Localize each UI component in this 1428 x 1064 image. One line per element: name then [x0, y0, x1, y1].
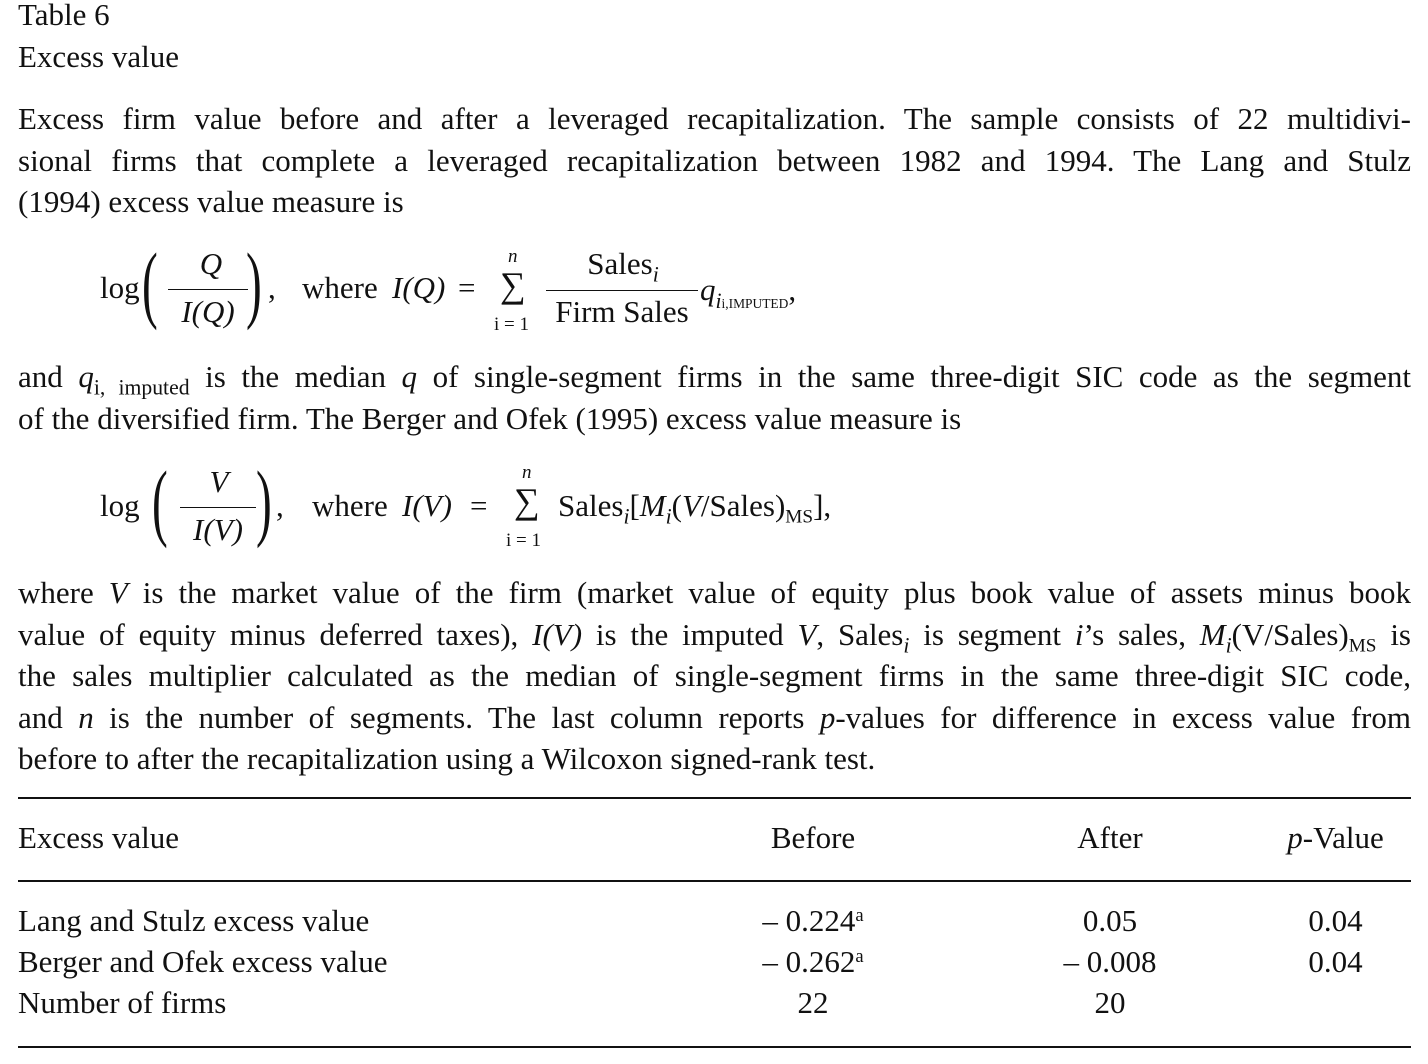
eq-equals: =	[470, 488, 488, 523]
eq-fraction-bar	[168, 289, 248, 290]
table-top-rule	[18, 797, 1411, 799]
eq-where: where	[302, 270, 378, 305]
caption-line: and $q_{i, imputed}$ is the median q of single-segment firms in the same three-digit SIC code as the segment	[18, 359, 1412, 400]
eq-trail: ,	[788, 272, 797, 307]
eq-sum-upper: n	[508, 246, 518, 267]
eq-fraction-bar-2	[546, 290, 698, 291]
caption-paragraph-2	[18, 356, 1411, 439]
row-label: Lang and Stulz excess value	[18, 903, 370, 938]
col-header-excess-value: Excess value	[18, 820, 179, 855]
cell-after: 0.05	[1082, 903, 1138, 938]
eq-sigma: ∑	[500, 265, 526, 305]
eq-frac-num-sub: i	[652, 262, 659, 287]
caption-line: the sales multiplier calculated as the median of single-segment firms in the same three-digit SIC code,	[18, 658, 1411, 693]
eq-body: $Sales_i[M_i(V/Sales)_{MS}]$,	[558, 488, 832, 529]
caption-line: value of equity minus deferred taxes), I(V) is the imputed V, Sales$_i$ is segment i’s sales, $M_i(V/Sales)_{MS}$ is	[18, 616, 1411, 658]
eq-right-paren: )	[256, 453, 272, 549]
eq-fraction-bar	[180, 507, 256, 508]
cell-before: – 0.224$^a$	[762, 903, 864, 938]
caption-line: sional firms that complete a leveraged recapitalization between 1982 and 1994. The Lang and Stulz	[18, 142, 1411, 178]
eq-numerator: Q	[199, 246, 223, 281]
eq-sum-upper: n	[522, 462, 532, 483]
eq-lhs: I(V)	[402, 488, 452, 523]
eq-denominator: I(V)	[193, 512, 243, 547]
table-number: Table 6	[18, 0, 110, 32]
eq-frac-den: Firm Sales	[555, 294, 689, 329]
cell-p-value: 0.04	[1308, 903, 1363, 938]
eq-sum-lower: i = 1	[494, 314, 529, 335]
table-title: Excess value	[18, 39, 179, 74]
eq-numerator: V	[209, 464, 229, 499]
eq-frac-num: Sales	[587, 246, 653, 281]
table-bottom-rule	[18, 1046, 1411, 1048]
cell-before: – 0.262$^a$	[762, 944, 864, 979]
eq-left-paren: (	[142, 235, 158, 331]
caption-line: of the diversified firm. The Berger and Ofek (1995) excess value measure is	[18, 400, 962, 436]
eq-right-paren: )	[246, 235, 262, 331]
eq-log: log	[100, 488, 140, 523]
eq-equals: =	[458, 270, 476, 305]
table-header-rule	[18, 880, 1411, 882]
eq-comma: ,	[268, 270, 276, 305]
eq-where: where	[312, 488, 388, 523]
eq-lhs: I(Q)	[392, 270, 446, 305]
eq-log: log	[100, 270, 140, 305]
col-header-p-value: p-Value	[1287, 820, 1384, 855]
caption-line: Excess firm value before and after a leveraged recapitalization. The sample consists of 22 multidivi-	[18, 101, 1411, 136]
eq-denominator: I(Q)	[181, 294, 235, 329]
caption-line: (1994) excess value measure is	[18, 184, 404, 219]
cell-after: 20	[1094, 985, 1126, 1020]
cell-p-value: 0.04	[1308, 944, 1363, 979]
caption-line: where V is the market value of the firm (market value of equity plus book value of assets minus book	[18, 575, 1411, 610]
eq-sigma: ∑	[514, 481, 540, 521]
row-label: Berger and Ofek excess value	[18, 944, 388, 979]
col-header-before: Before	[770, 820, 856, 855]
eq-sum-lower: i = 1	[506, 530, 541, 551]
eq-comma: ,	[276, 488, 284, 523]
cell-after: – 0.008	[1063, 944, 1157, 979]
caption-line: and n is the number of segments. The last column reports p-values for difference in excess value from	[18, 699, 1411, 735]
eq-left-paren: (	[152, 453, 168, 549]
eq-q-sub: i,IMPUTED	[721, 295, 789, 311]
caption-paragraph-3	[18, 572, 1411, 780]
row-label: Number of firms	[18, 985, 227, 1020]
caption-paragraph-1	[18, 98, 1411, 223]
eq-q: q	[700, 272, 716, 307]
eq-q-sub-i: i	[715, 288, 722, 313]
caption-line: before to after the recapitalization using a Wilcoxon signed-rank test.	[18, 741, 876, 776]
cell-before: 22	[797, 985, 829, 1020]
col-header-after: After	[1077, 820, 1143, 855]
